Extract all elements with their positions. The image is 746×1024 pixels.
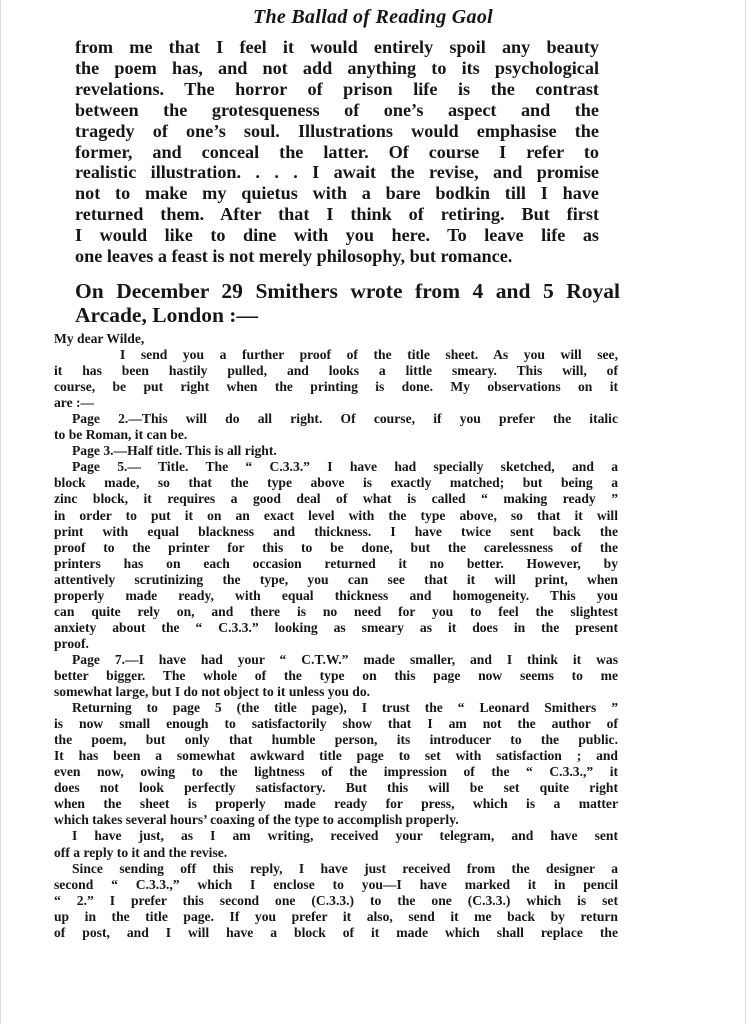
quoted-letter — [54, 331, 618, 941]
letter-line: block made, so that the type above is exactly matched; but being a — [54, 475, 618, 491]
letter-line: better bigger. The whole of the type on this page now seems to me — [54, 667, 618, 683]
intro-paragraph — [75, 37, 599, 267]
letter-line: properly made ready, with equal thickness and homogeneity. This you — [54, 587, 618, 603]
letter-line: I send you a further proof of the title sheet. As you will see, — [120, 347, 618, 363]
text-line: returned them. After that I think of retiring. But first — [75, 204, 599, 225]
letter-line: Page 2.—This will do all right. Of course, if you prefer the italic — [72, 411, 618, 427]
letter-line: of post, and I will have a block of it made which shall replace the — [54, 924, 618, 940]
letter-line: course, be put right when the printing is done. My observations on it — [54, 379, 618, 395]
letter-line: Page 3.—Half title. This is all right. — [72, 443, 277, 459]
text-line: revelations. The horror of prison life is the contrast — [75, 78, 599, 99]
letter-line: Returning to page 5 (the title page), I trust the “ Leonard Smithers ” — [72, 700, 618, 716]
letter-line: which takes several hours’ coaxing of the type to accomplish properly. — [54, 812, 459, 828]
letter-line: Page 5.— Title. The “ C.3.3.” I have had specially sketched, and a — [72, 459, 618, 475]
letter-line: attentively scrutinizing the type, you can see that it will print, when — [54, 571, 618, 587]
text-line: I would like to dine with you here. To leave life as — [75, 225, 599, 246]
text-line: the poem has, and not add anything to its psychological — [75, 57, 599, 78]
text-line: one leaves a feast is not merely philosophy, but romance. — [75, 246, 513, 267]
section-heading — [75, 279, 620, 327]
letter-line: proof. — [54, 635, 89, 651]
letter-line: it has been hastily pulled, and looks a little smeary. This will, of — [54, 363, 618, 379]
letter-line: anxiety about the “ C.3.3.” looking as smeary as it does in the present — [54, 619, 618, 635]
letter-line: can quite rely on, and there is no need for you to feel the slightest — [54, 603, 618, 619]
text-line: from me that I feel it would entirely spoil any beauty — [75, 37, 599, 57]
letter-line: in order to put it on an exact level with the type above, so that it will — [54, 507, 618, 523]
text-line: not to make my quietus with a bare bodkin till I have — [75, 183, 599, 204]
letter-line: off a reply to it and the revise. — [54, 844, 228, 860]
heading-line: Arcade, London :— — [75, 303, 258, 327]
letter-line: even now, owing to the lightness of the impression of the “ C.3.3.,” it — [54, 764, 618, 780]
letter-line: is now small enough to satisfactorily show that I am not the author of — [54, 716, 618, 732]
letter-salutation: My dear Wilde, — [54, 331, 145, 346]
letter-line: zinc block, it requires a good deal of what is called “ making ready ” — [54, 491, 618, 507]
letter-line: up in the title page. If you prefer it also, send it me back by return — [54, 908, 618, 924]
letter-line: proof to the printer for this to be done, but the carelessness of the — [54, 539, 618, 555]
text-line: realistic illustration. . . . I await the revise, and promise — [75, 162, 599, 183]
running-title: The Ballad of Reading Gaol — [252, 6, 494, 28]
letter-line: somewhat large, but I do not object to it unless you do. — [54, 684, 371, 700]
letter-line: does not look perfectly satisfactory. But this will be set quite right — [54, 780, 618, 796]
heading-line: On December 29 Smithers wrote from 4 and 5 Royal — [75, 279, 620, 303]
letter-line: I have just, as I am writing, received your telegram, and have sent — [72, 828, 618, 844]
letter-line: to be Roman, it can be. — [54, 427, 188, 443]
letter-line: Page 7.—I have had your “ C.T.W.” made smaller, and I think it was — [72, 651, 618, 667]
letter-line: It has been a somewhat awkward title page to set with satisfaction ; and — [54, 748, 618, 764]
letter-line: the poem, but only that humble person, its introducer to the public. — [54, 732, 618, 748]
letter-line: when the sheet is properly made ready for press, which is a matter — [54, 796, 618, 812]
text-line: between the grotesqueness of one’s aspect and the — [75, 99, 599, 120]
letter-line: second “ C.3.3.,” which I enclose to you—I have marked it in pencil — [54, 876, 618, 892]
text-line: tragedy of one’s soul. Illustrations would emphasise the — [75, 120, 599, 141]
letter-line: print with equal blackness and thickness. I have twice sent back the — [54, 523, 618, 539]
letter-line: are :— — [54, 395, 95, 411]
letter-line: Since sending off this reply, I have just received from the designer a — [72, 860, 618, 876]
text-line: former, and conceal the latter. Of course I refer to — [75, 141, 599, 162]
letter-line: “ 2.” I prefer this second one (C.3.3.) to the one (C.3.3.) which is set — [54, 892, 618, 908]
letter-line: printers has on each occasion returned it no better. However, by — [54, 555, 618, 571]
